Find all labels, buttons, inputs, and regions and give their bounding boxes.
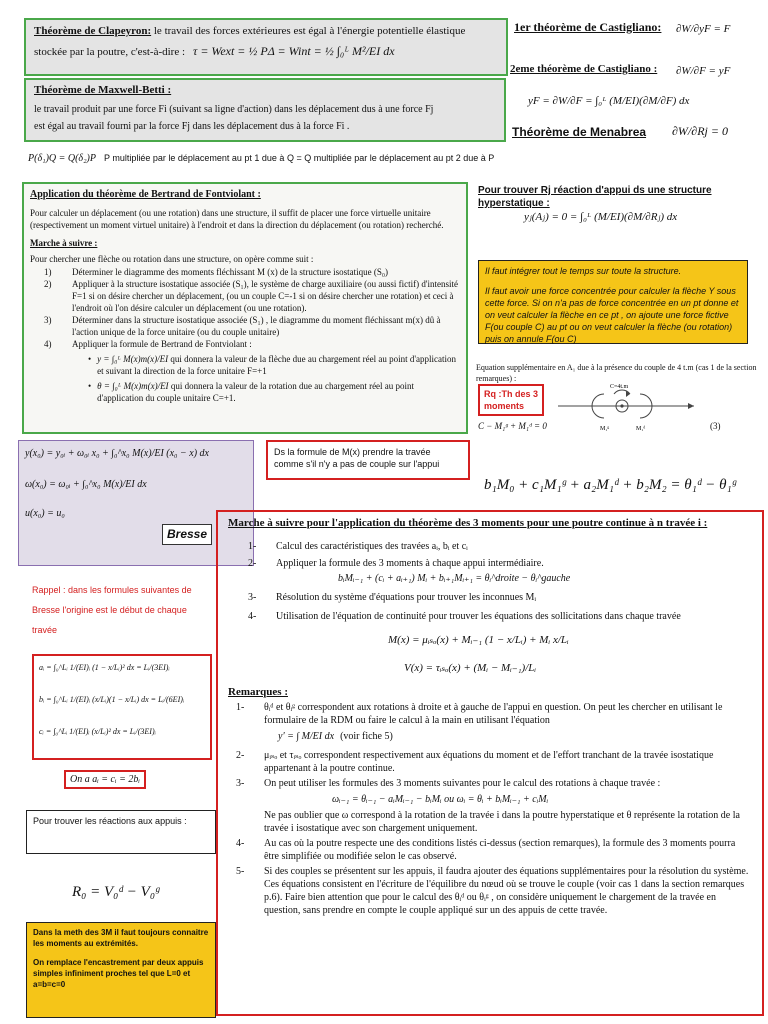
maxwell-title: Théorème de Maxwell-Betti : — [34, 84, 172, 96]
continuous-formula-V: V(x) = τᵢₛₒ(x) + (Mᵢ − Mᵢ₋₁)/Lᵢ — [404, 662, 537, 674]
continuous-beam-box — [216, 510, 764, 1016]
fontviolant-box — [22, 182, 468, 434]
fontviolant-step: 3) Déterminer dans la structure isostatique associée (S₁) , le diagramme du moment fléchissant m(x) dû à l'action unique de la force unitaire (ou du couple unitaire) — [44, 315, 441, 337]
remark-item: 2- μᵢₛₒ et τᵢₛₒ correspondent respectivement aux équations du moment et de l'effort tranchant de la travée isostatique appartenant à la poutre continue. — [236, 750, 714, 774]
couple-diagram — [552, 376, 702, 436]
coefficient-c: cᵢ = ∫₀^Lᵢ 1/(EI)ᵢ (x/Lᵢ)² dx = Lᵢ/(3EI)ᵢ — [39, 727, 156, 736]
fontviolant-title: Application du théorème de Bertrand de Fontviolant : — [30, 189, 261, 200]
remark-item: 1- θᵢᵈ et θᵢᵍ correspondent aux rotations à droite et à gauche de l'appui en question. On peut les chercher en utilisant le formulaire de la RDM ou faire le calcul à la main en utilisant l'équation — [236, 702, 723, 726]
continuous-formula-step2: bᵢMᵢ₋₁ + (cᵢ + aᵢ₊₁) Mᵢ + bᵢ₊₁Mᵢ₊₁ = θᵢ^droite − θᵢ^gauche — [338, 573, 571, 584]
fontviolant-step: 2) Appliquer à la structure isostatique associée (S₁), le système de charge auxiliaire (ou aussi fictif) d'intensité F=1 si on désire chercher un déplacement, (ou un couple C=-1 si on désire chercher une rotation) et ceci à l'endroit où l'on désire calculer un déplacement (ou une rotation). — [44, 279, 458, 313]
supplementary-number: (3) — [710, 421, 721, 431]
remark-item: 4- Au cas où la poutre respecte une des conditions listés ci-dessus (section remarques), la formule des 3 moments pourra être simplifiée ou modifiée selon le cas observé. — [236, 838, 736, 862]
castigliano-2-formula: ∂W/∂F = yF — [676, 65, 731, 77]
bresse-u-formula: u(x₀) = u₀ — [25, 508, 65, 519]
bresse-rappel: Rappel : dans les formules suivantes de Bresse l'origine est le début de chaque travée — [32, 585, 192, 635]
fontviolant-bullet: • θ = ∫₀ᴸ M(x)m(x)/EI qui donnera la valeur de la rotation due au chargement réel au point d'application du couple unitaire C=+1. — [88, 381, 415, 403]
m1g-label: M₁ᵍ — [600, 426, 610, 432]
continuous-step: 2- Appliquer la formule des 3 moments à chaque appui intermédiaire. — [248, 558, 544, 569]
note-3m: Dans la meth des 3M il faut toujours connaitre les moments au extrémités. On remplace l'encastrement par deux appuis simples infiniment proches tel que L=0 et a=b=c=0 — [26, 922, 216, 1018]
coefficient-a: aᵢ = ∫₀^Lᵢ 1/(EI)ᵢ (1 − x/Lᵢ)² dx = Lᵢ/(3EI)ᵢ — [39, 663, 170, 672]
castigliano-2-expanded: yF = ∂W/∂F = ∫₀ᴸ (M/EI)(∂M/∂F) dx — [528, 95, 690, 107]
reciprocity-line — [28, 152, 758, 165]
menabrea-formula: ∂W/∂Rj = 0 — [672, 124, 728, 138]
remarks-title: Remarques : — [228, 686, 288, 698]
bresse-note: Ds la formule de M(x) prendre la travée comme s'il n'y a pas de couple sur l'appui — [266, 440, 470, 480]
reactions-box: Pour trouver les réactions aux appuis : — [26, 810, 216, 854]
clapeyron-box — [24, 18, 508, 76]
continuous-beam-title: Marche à suivre pour l'application du théorème des 3 moments pour une poutre continue à n travée i : — [228, 517, 708, 529]
supplementary-text: Equation supplémentaire en A₁ due à la présence du couple de 4 t.m (cas 1 de la section remarques) : — [476, 363, 757, 383]
remark1-formula-row: y' = ∫ M/EI dx (voir fiche 5) — [278, 731, 393, 742]
continuous-step: 3- Résolution du système d'équations pour trouver les inconnues Mᵢ — [248, 592, 537, 603]
fontviolant-steps-title: Marche à suivre : — [30, 238, 98, 248]
continuous-step: 4- Utilisation de l'équation de continuité pour trouver les équations des sollicitations dans chaque travée — [248, 611, 681, 622]
fontviolant-intro: Pour calculer un déplacement (ou une rotation) dans une structure, il suffit de placer une force virtuelle unitaire (respectivement un moment virtuel unitaire) à l'endroit et dans la direction du déplacement (ou rotation) recherché. — [30, 208, 444, 230]
reciprocity-text: P multipliée par le déplacement au pt 1 due à Q = Q multipliée par le déplacement au pt 2 due à P — [103, 153, 495, 163]
remark3-formula: ωᵢ₋₁ = θᵢ₋₁ − aᵢMᵢ₋₁ − bᵢMᵢ ou ωᵢ = θᵢ + bᵢMᵢ₋₁ + cᵢMᵢ — [332, 794, 549, 805]
hyperstatic-note2: Il faut avoir une force concentrée pour calculer la flèche Y sous cette force. Si on n'a pas de force concentrée en un pt donne et on veut calculer la flèche en ce pt , on ajoute une force fictive F(ou couple C) au pt ou on veut calculer la flèche (ou rotation) puis on annule F(ou C) — [485, 286, 739, 344]
couple-label: C=4t.m — [610, 384, 629, 390]
m1d-label: M₁ᵈ — [636, 426, 646, 432]
fontviolant-step: 4) Appliquer la formule de Bertrand de Fontviolant : — [44, 339, 252, 349]
fontviolant-bullet: • y = ∫₀ᴸ M(x)m(x)/EI qui donnera la valeur de la flèche due au chargement réel au point d'application et suivant la direction de la force unitaire F=+1 — [88, 354, 456, 376]
menabrea-label: Théorème de Menabrea — [512, 125, 647, 139]
clapeyron-title: Théorème de Clapeyron: — [34, 25, 152, 37]
fontviolant-steps-intro: Pour chercher une flèche ou rotation dans une structure, on opère comme suit : — [30, 254, 314, 264]
remark3-note: Ne pas oublier que ω correspond à la rotation de la travée i dans la poutre hyperstatique et θ représente la rotation de la travée i isostatique avec son chargement uniquement. — [264, 810, 740, 834]
three-moment-equation: b₁M₀ + c₁M₁ᵍ + a₂M₁ᵈ + b₂M₂ = θ₁ᵈ − θ₁ᵍ — [484, 477, 737, 493]
castigliano-1-label: 1er théorème de Castigliano: — [514, 20, 662, 34]
hyperstatic-title: Pour trouver Rj réaction d'appui ds une structure hyperstatique : — [478, 185, 712, 209]
reactions-formula: R₀ = V₀ᵈ − V₀ᵍ — [72, 884, 160, 900]
coefficients-box — [32, 654, 212, 760]
clapeyron-text1: le travail des forces extérieures est égal à l'énergie potentielle élastique — [151, 25, 466, 37]
castigliano-2-label: 2eme théorème de Castigliano : — [510, 63, 658, 75]
clapeyron-text2: stockée par la poutre, c'est-à-dire : — [34, 45, 186, 58]
coefficient-b: bᵢ = ∫₀^Lᵢ 1/(EI)ᵢ (x/Lᵢ)(1 − x/Lᵢ) dx = Lᵢ/(6EI)ᵢ — [39, 695, 185, 704]
continuous-formula-M: M(x) = μᵢₛₒ(x) + Mᵢ₋₁ (1 − x/Lᵢ) + Mᵢ x/Lᵢ — [388, 634, 569, 646]
bresse-label: Bresse — [162, 524, 212, 545]
maxwell-text1: le travail produit par une force Fi (suivant sa ligne d'action) dans les déplacement dus à une force Fj — [34, 104, 434, 115]
fontviolant-step: 1) Déterminer le diagramme des moments fléchissant M (x) de la structure isostatique (S₀) — [44, 267, 389, 277]
maxwell-box — [24, 78, 506, 142]
rq-three-moments: Rq :Th des 3 moments — [478, 384, 544, 416]
hyperstatic-note1: Il faut intégrer tout le temps sur toute la structure. — [485, 266, 682, 276]
castigliano-1-formula: ∂W/∂yF = F — [676, 23, 731, 35]
clapeyron-formula: τ = Wext = ½ PΔ = Wint = ½ ∫₀ᴸ M²/EI dx — [193, 44, 395, 58]
remark-item: 3- On peut utiliser les formules des 3 moments suivantes pour le calcul des rotations à chaque travée : — [236, 778, 661, 789]
reciprocity-formula: P(δ₁)Q = Q(δ₂)P — [28, 153, 96, 164]
maxwell-text2: est égal au travail fourni par la force Fj dans les déplacement dus à la force Fi . — [34, 121, 350, 132]
remark-item: 5- Si des couples se présentent sur les appuis, il faudra ajouter des équations supplémentaires pour la résolution du système. Ces équations consistent en l'écriture de l'équilibre du nœud où se trouve le couple (voir cas 1 dans la section remarques p.6). Faire bien attention que pour le calcul des θᵢᵈ ou θᵢᵍ , on considère uniquement le chargement de la travée en question, sans prendre en compte le couple appliqué sur un des appuis de cette travée. — [236, 866, 749, 916]
supplementary-equation: C − M₁ᵍ + M₁ᵈ = 0 — [478, 421, 547, 431]
bresse-w-formula: ω(x₀) = ω₀ᵢ + ∫₀^x₀ M(x)/EI dx — [25, 479, 147, 490]
continuous-step: 1- Calcul des caractéristiques des travées aᵢ, bᵢ et cᵢ — [248, 541, 468, 552]
hyperstatic-formula: yⱼ(Aⱼ) = 0 = ∫₀ᴸ (M/EI)(∂M/∂Rⱼ) dx — [524, 211, 678, 223]
coefficient-equality: On a aᵢ = cᵢ = 2bᵢ — [64, 770, 146, 789]
bresse-y-formula: y(x₀) = y₀ᵢ + ω₀ᵢ x₀ + ∫₀^x₀ M(x)/EI (x₀ − x) dx — [25, 448, 209, 459]
hyperstatic-note — [478, 260, 748, 344]
